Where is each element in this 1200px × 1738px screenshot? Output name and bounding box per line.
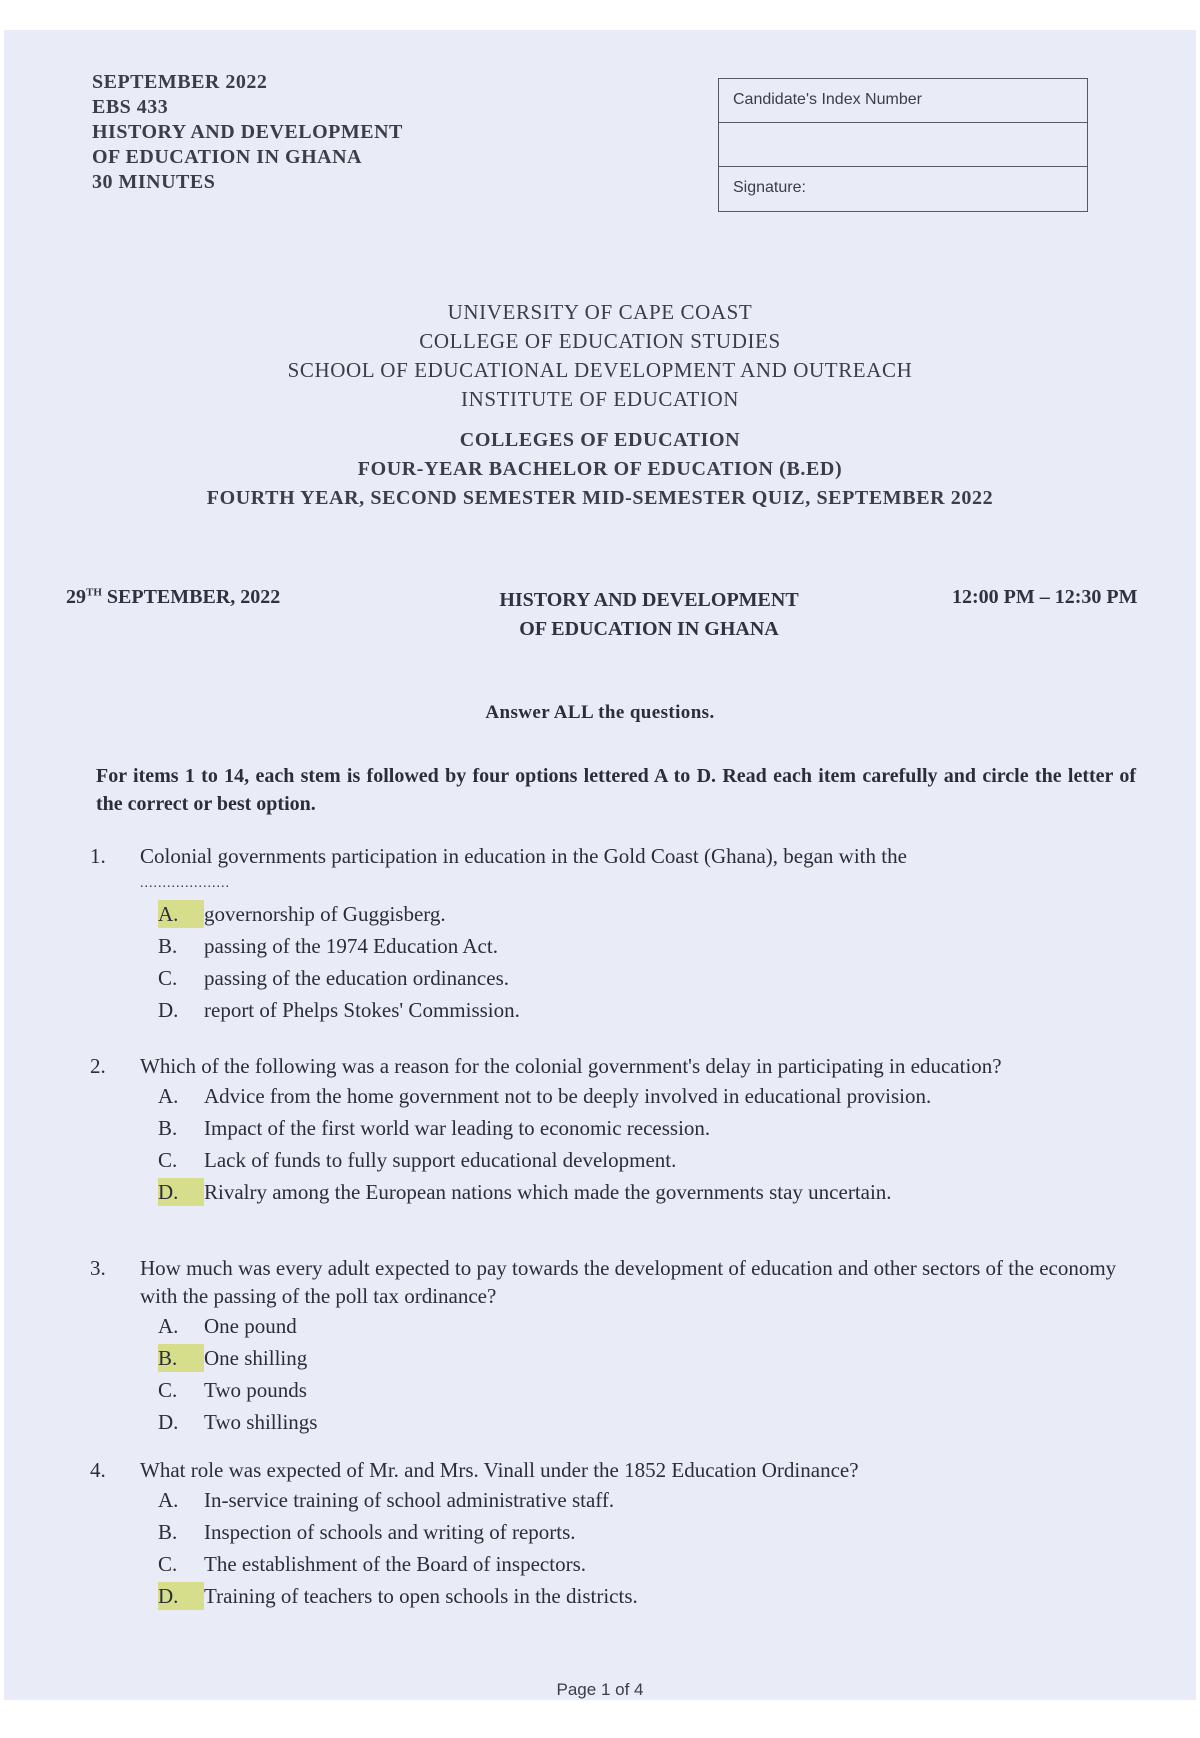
- option-a[interactable]: [158, 1312, 1150, 1344]
- option-text: In-service training of school administrative staff.: [204, 1488, 615, 1512]
- index-number-label: Candidate's Index Number: [719, 79, 1087, 123]
- date-day: 29: [66, 586, 86, 608]
- subject-line: OF EDUCATION IN GHANA: [519, 618, 779, 640]
- option-text: One shilling: [204, 1346, 308, 1370]
- option-b[interactable]: [158, 1344, 1150, 1376]
- option-letter: C.: [158, 966, 178, 990]
- exam-date: [66, 586, 280, 609]
- option-d[interactable]: [158, 1178, 1150, 1210]
- option-a[interactable]: [158, 900, 1150, 932]
- exam-time: 12:00 PM – 12:30 PM: [952, 586, 1138, 608]
- option-b[interactable]: [158, 932, 1150, 964]
- programme-line: COLLEGES OF EDUCATION: [459, 429, 741, 451]
- header-line: SEPTEMBER 2022: [92, 71, 268, 93]
- option-b[interactable]: [158, 1114, 1150, 1146]
- question-number: 3.: [90, 1256, 106, 1280]
- option-text: passing of the 1974 Education Act.: [204, 934, 498, 958]
- option-d[interactable]: [158, 1582, 1150, 1614]
- date-suffix: TH: [86, 586, 102, 599]
- header-line: OF EDUCATION IN GHANA: [92, 146, 362, 168]
- institution-line: UNIVERSITY OF CAPE COAST: [447, 300, 753, 324]
- question-stem: Colonial governments participation in education in the Gold Coast (Ghana), began with the: [140, 844, 907, 868]
- option-b[interactable]: [158, 1518, 1150, 1550]
- option-letter: A.: [158, 1314, 179, 1338]
- option-text: report of Phelps Stokes' Commission.: [204, 998, 520, 1022]
- option-letter: A.: [158, 1488, 179, 1512]
- section-instructions: For items 1 to 14, each stem is followed by four options lettered A to D. Read each item carefully and circle the letter of the correct or best option.: [96, 765, 1136, 815]
- candidate-box: [718, 78, 1088, 212]
- blank-line: ....................: [140, 876, 230, 891]
- option-text: Inspection of schools and writing of reports.: [204, 1520, 576, 1544]
- option-text: One pound: [204, 1314, 297, 1338]
- option-d[interactable]: [158, 996, 1150, 1028]
- option-c[interactable]: [158, 964, 1150, 996]
- question-stem: Which of the following was a reason for the colonial government's delay in participating in education?: [140, 1054, 1002, 1078]
- option-text: governorship of Guggisberg.: [204, 902, 446, 926]
- institution-block: [4, 298, 1196, 414]
- programme-line: FOUR-YEAR BACHELOR OF EDUCATION (B.ED): [357, 458, 843, 480]
- paper-header: [92, 70, 403, 195]
- option-letter: B.: [158, 934, 178, 958]
- option-text: The establishment of the Board of inspectors.: [204, 1552, 586, 1576]
- option-letter: C.: [158, 1148, 178, 1172]
- option-text: Two pounds: [204, 1378, 307, 1402]
- option-letter: A.: [158, 900, 204, 928]
- option-letter: A.: [158, 1084, 179, 1108]
- option-letter: B.: [158, 1344, 204, 1372]
- option-letter: C.: [158, 1378, 178, 1402]
- institution-line: INSTITUTE OF EDUCATION: [460, 387, 739, 411]
- option-text: Advice from the home government not to be deeply involved in educational provision.: [204, 1084, 932, 1108]
- option-text: Rivalry among the European nations which made the governments stay uncertain.: [204, 1180, 892, 1204]
- option-c[interactable]: [158, 1550, 1150, 1582]
- programme-block: [4, 426, 1196, 513]
- header-line: HISTORY AND DEVELOPMENT: [92, 121, 403, 143]
- programme-line: FOURTH YEAR, SECOND SEMESTER MID-SEMESTER QUIZ, SEPTEMBER 2022: [206, 487, 994, 509]
- index-number-field[interactable]: [719, 123, 1087, 167]
- option-letter: D.: [158, 998, 179, 1022]
- question-1: [90, 842, 1150, 1028]
- option-text: Training of teachers to open schools in the districts.: [204, 1584, 638, 1608]
- option-text: Two shillings: [204, 1410, 318, 1434]
- signature-field[interactable]: Signature:: [733, 179, 806, 196]
- exam-subject: [459, 586, 839, 644]
- institution-line: SCHOOL OF EDUCATIONAL DEVELOPMENT AND OUTREACH: [287, 358, 913, 382]
- option-d[interactable]: [158, 1408, 1150, 1440]
- option-letter: C.: [158, 1552, 178, 1576]
- page-number: Page 1 of 4: [556, 1680, 644, 1699]
- exam-paper: [4, 30, 1196, 1700]
- question-stem: What role was expected of Mr. and Mrs. Vinall under the 1852 Education Ordinance?: [140, 1458, 859, 1482]
- subject-line: HISTORY AND DEVELOPMENT: [499, 589, 799, 611]
- option-letter: B.: [158, 1116, 178, 1140]
- date-rest: SEPTEMBER, 2022: [101, 586, 281, 608]
- option-text: Lack of funds to fully support educational development.: [204, 1148, 677, 1172]
- question-number: 4.: [90, 1458, 106, 1482]
- answer-all-instruction: Answer ALL the questions.: [485, 702, 715, 723]
- option-letter: D.: [158, 1178, 204, 1206]
- question-number: 1.: [90, 844, 106, 868]
- institution-line: COLLEGE OF EDUCATION STUDIES: [419, 329, 781, 353]
- option-a[interactable]: [158, 1486, 1150, 1518]
- option-a[interactable]: [158, 1082, 1150, 1114]
- header-line: EBS 433: [92, 96, 169, 118]
- question-stem: How much was every adult expected to pay towards the development of education and other sectors of the economy with the passing of the poll tax ordinance?: [140, 1256, 1117, 1308]
- header-line: 30 MINUTES: [92, 171, 216, 193]
- question-4: [90, 1456, 1150, 1614]
- question-number: 2.: [90, 1054, 106, 1078]
- option-c[interactable]: [158, 1146, 1150, 1178]
- option-letter: D.: [158, 1582, 204, 1610]
- question-3: [90, 1254, 1150, 1440]
- question-2: [90, 1052, 1150, 1210]
- option-text: Impact of the first world war leading to economic recession.: [204, 1116, 711, 1140]
- option-letter: D.: [158, 1410, 179, 1434]
- option-c[interactable]: [158, 1376, 1150, 1408]
- option-text: passing of the education ordinances.: [204, 966, 509, 990]
- option-letter: B.: [158, 1520, 178, 1544]
